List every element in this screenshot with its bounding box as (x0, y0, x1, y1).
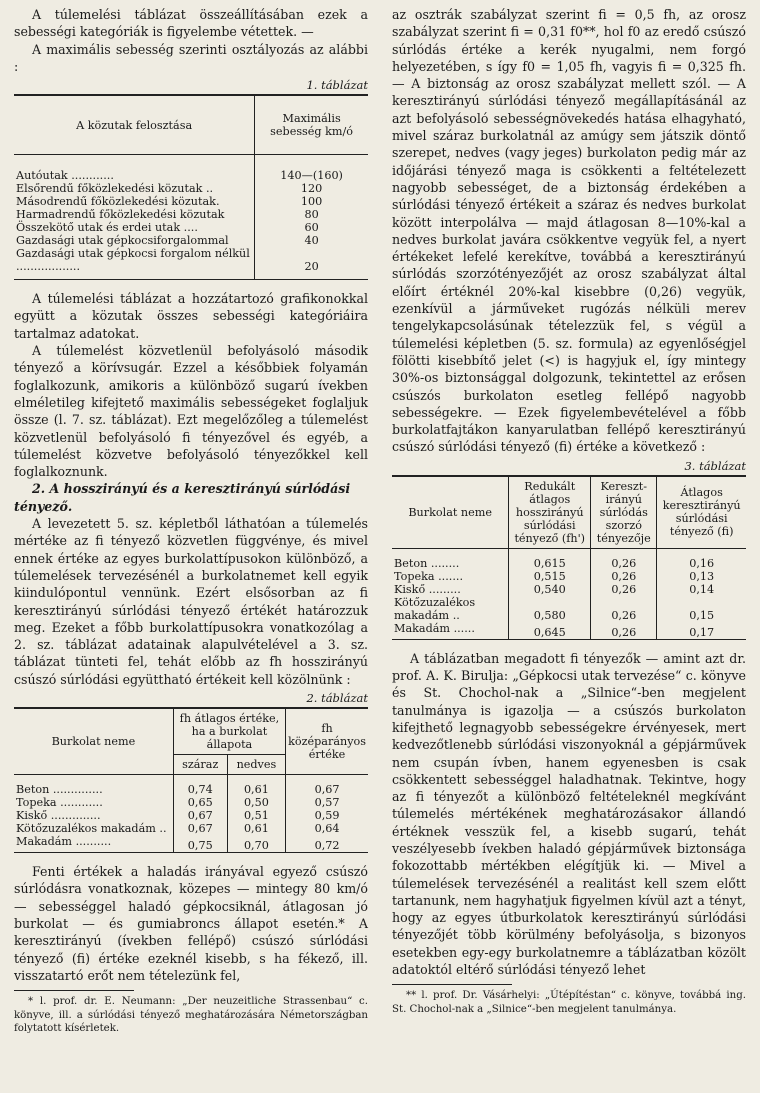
table-1-caption: 1. táblázat (306, 78, 368, 93)
factor-value: 0,26 (591, 622, 657, 640)
surface-name: Makadám .......... (16, 835, 112, 849)
table-row (14, 208, 368, 221)
table-row (14, 796, 368, 809)
reduced-value: 0,615 (509, 557, 591, 570)
left-column (14, 6, 368, 1036)
table-row (392, 596, 746, 622)
table-2-caption: 2. táblázat (306, 691, 368, 706)
table-3-header-surface: Burkolat neme (408, 505, 492, 519)
transverse-value: 0,17 (657, 622, 746, 640)
table-row (14, 809, 368, 822)
footnote: * l. prof. dr. E. Neumann: „Der neuzeitliche Strassenbau“ c. könyve, ill. a súrlódási tényező meghatározására Németországban folytatott kísérletek. (14, 996, 368, 1035)
table-row (14, 221, 368, 234)
mean-value: 0,72 (286, 835, 368, 853)
table-2-header-avg: fh átlagos értéke, ha a burkolat állapota (173, 708, 285, 755)
table-3-header-factor: Kereszt-irányú súrlódás szorzó tényezője (591, 476, 657, 549)
dry-value: 0,65 (173, 796, 227, 809)
paragraph-4: Fenti értékek a haladás irányával egyező csúszó súrlódásra vonatkoznak, közepes — mintegy 80 km/ó — sebességgel haladó gépkocsiknál, átlagosan jó burkolat — és gumiabroncs állapot esetén.* A keresztirányú (ívekben fellépő) csúszó súrlódási tényező (fi) értéke ezeknél kisebb, s ha fékező, ill. visszatartó erőt nem tételezünk fel, (14, 864, 368, 983)
dry-value: 0,67 (173, 822, 227, 835)
paragraph-5: az osztrák szabályzat szerint fi = 0,5 fh, az orosz szabályzat szerint fi = 0,31 f0**, hol f0 az eredő csúszó súrlódás értéke a kerék nyugalmi, nem forgó helyezetében, s így f0 = 1,05 fh, vagyis fi = 0,325 fh. — A biztonság az orosz szabályzat mellett szól. — A keresztirányú súrlódási tényező megállapításánál az azt befolyásoló sebességnövekedés hatása elhagyható, mivel száraz burkolatnál az amúgy sem játszik döntő szerepet, nedves (vagy jeges) burkolaton pedig már az időjárási tényező maga is csökkenti a feltételezett nagyobb sebességet, de a biztonság érdekében a súrlódási tényező értékeit a száraz és nedves burkolat között interpolálva — majd átlagosan 8—10%-kal a nedves burkolat javára csökkentve vegyük fel, a nyert értékeket lefelé kerekítve, továbbá a keresztirányú súrlódás szorzótényezőjét az orosz szabályzat által előírt értéknél 20%-kal kisebbre (0,26) vegyük, ezenkívül a járműveket rugózás nélküli merev tengelykapcsolásúnak tételezzük fel, s végül a túlemelési képletben (5. sz. formula) az egyenlőségjel fölötti kisebbítő jelet (<) is hagyjuk el, így mintegy 30%-os biztonsággal dolgozunk, tekintettel az erősen csúszós burkolaton esetleg fellépő nagyobb sebességekre. — Ezek figyelembevételével a főbb burkolatfajtákon kanyarulatban fellépő keresztirányú csúszó súrlódási tényező (fi) értéke a következő : (392, 7, 746, 455)
table-row (14, 182, 368, 195)
reduced-value: 0,515 (509, 570, 591, 583)
table-row (14, 835, 368, 853)
wet-value: 0,61 (227, 822, 285, 835)
wet-value: 0,70 (227, 835, 285, 853)
table-row (14, 234, 368, 247)
transverse-value: 0,13 (657, 570, 746, 583)
max-speed: 100 (255, 195, 368, 208)
transverse-value: 0,15 (657, 596, 746, 622)
table-3-header-reduced: Redukált átlagos hosszirányú súrlódási tényező (fh') (509, 476, 591, 549)
table-row (392, 622, 746, 640)
table-row (392, 583, 746, 596)
right-column (392, 6, 746, 1016)
table-row (14, 169, 368, 182)
table-1 (14, 94, 368, 280)
table-2 (14, 707, 368, 853)
table-3 (392, 475, 746, 640)
transverse-value: 0,14 (657, 583, 746, 596)
table-1-header-roads: A közutak felosztása (76, 118, 193, 132)
road-category: Összekötő utak és erdei utak .... (16, 221, 198, 235)
road-category: Gazdasági utak gépkocsi forgalom nélkül .................. (16, 247, 250, 274)
surface-name: Makadám ...... (394, 621, 475, 635)
surface-name: Kötőzuzalékos makadám .. (16, 822, 167, 836)
reduced-value: 0,540 (509, 583, 591, 596)
max-speed: 140—(160) (255, 169, 368, 182)
table-3-header-transverse: Átlagos keresztirányú súrlódási tényező (fi) (657, 476, 746, 549)
road-category: Harmadrendű főközlekedési közutak (16, 208, 225, 222)
reduced-value: 0,580 (509, 596, 591, 622)
surface-name: Beton .............. (16, 783, 103, 797)
paragraph-6: A táblázatban megadott fi tényezők — amint azt dr. prof. A. K. Birulja: „Gépkocsi utak tervezése“ c. könyve és St. Chochol-nak a „Silnice“-ben megjelent tanulmánya is igazolja — a csúszós burkolaton kifejthető legnagyobb sebességekre érvényesek, mert kedvezőtlenebb súrlódási viszonyoknál a gépjárművek nem csupán ívben, hanem egyenesben is csak csökkentett sebességgel haladhatnak. Tekintve, hogy az fi tényezőt a különböző feltételeknél megkívánt túlemelés mértékének meghatározásakor állandó értéknek vesszük fel, a kisebb sugarú, tehát veszélyesebb ívekben haladó gépjárművek biztonsága fokozottabb mértékben elégítjük ki. — Mivel a túlemelések tervezésénél a realitást kell szem előtt tartanunk, nem hagyhatjuk figyelmen kívül azt a tényt, hogy az egyes útburkolatok keresztirányú súrlódási tényezőjét több körülmény befolyásolja, s bizonyos esetekben egy-egy burkolatnemre a táblázatban közölt adatoktól eltérő súrlódási tényező lehet (392, 650, 746, 978)
table-row (392, 557, 746, 570)
table-1-header-speed: Maximális sebesség km/ó (255, 95, 368, 155)
reduced-value: 0,645 (509, 622, 591, 640)
road-category: Másodrendű főközlekedési közutak. (16, 195, 220, 209)
paragraph-1: A túlemelési táblázat a hozzátartozó grafikonokkal együtt a közutak összes sebességi kategóriáira tartalmaz adatokat. (14, 291, 368, 341)
table-row (14, 195, 368, 208)
max-speed: 40 (255, 234, 368, 247)
table-3-caption: 3. táblázat (684, 458, 746, 473)
surface-name: Kiskő ......... (394, 582, 461, 596)
paragraph-3: A levezetett 5. sz. képletből láthatóan a túlemelés mértéke az fi tényező közvetlen függvénye, és mivel ennek értéke az egyes burkolattípusokon különböző, a túlemelések tervezésénél a burkolatnemet kell egyik kiindulópontul vennünk. Ezért elsősorban az fi keresztirányú súrlódási tényező értékét határozzuk meg. Ezeket a főbb burkolattípusokra vonatkozólag a 2. sz. táblázat adatainak alapulvételével a 3. sz. táblázat tünteti fel, tehát előbb az fh hosszirányú csúszó súrlódási együttható értékeit kell közölnünk : (14, 516, 368, 687)
mean-value: 0,64 (286, 822, 368, 835)
footnote-divider (392, 984, 512, 985)
surface-name: Topeka ............ (16, 796, 103, 810)
table-row (14, 783, 368, 796)
footnote: ** l. prof. Dr. Vásárhelyi: „Útépítéstan“ c. könyve, továbbá ing. St. Chochol-nak a „Silnice“-ben megjelent tanulmánya. (392, 990, 746, 1015)
dry-value: 0,67 (173, 809, 227, 822)
max-speed: 60 (255, 221, 368, 234)
dry-value: 0,74 (173, 783, 227, 796)
footnote-divider (14, 990, 134, 991)
table-1-body (14, 155, 368, 280)
transverse-value: 0,16 (657, 557, 746, 570)
wet-value: 0,61 (227, 783, 285, 796)
mean-value: 0,57 (286, 796, 368, 809)
road-category: Elsőrendű főközlekedési közutak .. (16, 182, 214, 196)
paragraph-2: A túlemelést közvetlenül befolyásoló második tényező a körívsugár. Ezzel a későbbiek folyamán foglalkozunk, amikoris a különböző sugarú ívekben elméletileg kifejtető maximális sebességeket foglaljuk össze (l. 7. sz. táblázat). Ezt megelőzőleg a túlemelést közvetlenül befolyásoló fi tényezővel és egyéb, a túlemelést közvetve befolyásoló tényezőkkel kell foglalkoznunk. (14, 343, 368, 480)
dry-value: 0,75 (173, 835, 227, 853)
road-category: Gazdasági utak gépkocsiforgalommal (16, 234, 229, 248)
max-speed: 20 (255, 247, 368, 280)
factor-value: 0,26 (591, 570, 657, 583)
max-speed: 120 (255, 182, 368, 195)
intro-paragraph: A túlemelési táblázat összeállításában ezek a sebességi kategóriák is figyelembe vétettek. — (14, 7, 368, 40)
intro-paragraph-2: A maximális sebesség szerinti osztályozás az alábbi : (14, 41, 368, 74)
table-row (392, 570, 746, 583)
table-2-header-wet: nedves (227, 755, 285, 775)
surface-name: Topeka ....... (394, 569, 464, 583)
road-category: Autóutak ............ (16, 169, 114, 183)
mean-value: 0,67 (286, 783, 368, 796)
table-row (14, 247, 368, 280)
wet-value: 0,50 (227, 796, 285, 809)
table-2-header-mean: fh középarányos értéke (286, 708, 368, 775)
wet-value: 0,51 (227, 809, 285, 822)
factor-value: 0,26 (591, 557, 657, 570)
factor-value: 0,26 (591, 583, 657, 596)
surface-name: Kiskő .............. (16, 809, 101, 823)
max-speed: 80 (255, 208, 368, 221)
factor-value: 0,26 (591, 596, 657, 622)
surface-name: Kötőzuzalékos makadám .. (394, 595, 476, 622)
table-2-header-surface: Burkolat neme (14, 708, 173, 775)
section-heading: 2. A hosszirányú és a keresztirányú súrlódási tényező. (14, 481, 351, 514)
mean-value: 0,59 (286, 809, 368, 822)
surface-name: Beton ........ (394, 556, 460, 570)
table-row (14, 822, 368, 835)
table-2-header-dry: száraz (173, 755, 227, 775)
